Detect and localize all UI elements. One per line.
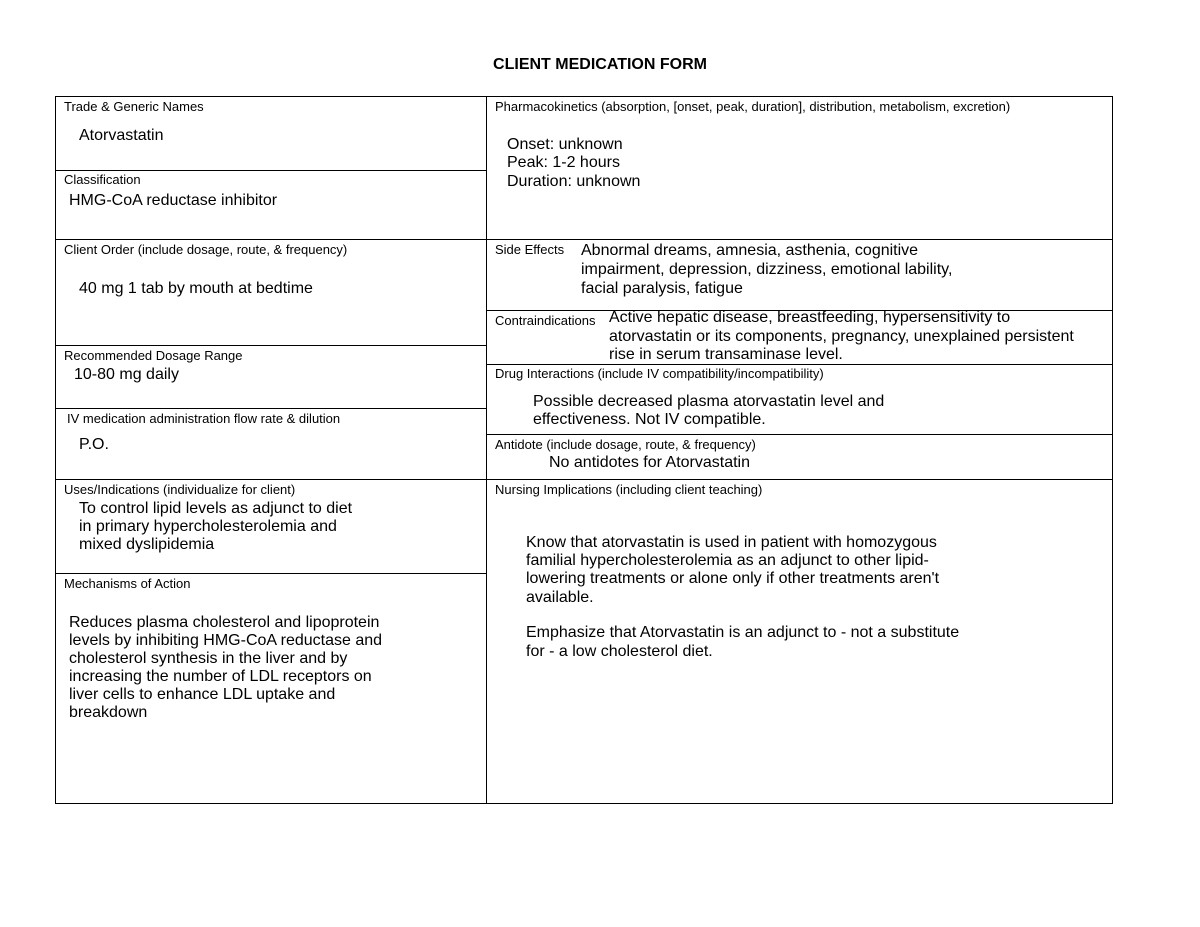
nursing-line: lowering treatments or alone only if other treatments aren't bbox=[526, 570, 940, 587]
mechanism-line: levels by inhibiting HMG-CoA reductase and bbox=[69, 632, 383, 649]
iv-admin-label: IV medication administration flow rate & dilution bbox=[67, 411, 341, 426]
contraindications-line: atorvastatin or its components, pregnancy, unexplained persistent bbox=[609, 328, 1074, 345]
interactions-label: Drug Interactions (include IV compatibility/incompatibility) bbox=[495, 366, 824, 381]
uses-line: To control lipid levels as adjunct to diet bbox=[79, 500, 353, 517]
iv-admin-value: P.O. bbox=[79, 436, 109, 453]
uses-line: in primary hypercholesterolemia and bbox=[79, 518, 337, 535]
divider bbox=[55, 479, 486, 480]
pharmacokinetics-line: Onset: unknown bbox=[507, 136, 623, 153]
trade-generic-value: Atorvastatin bbox=[79, 127, 164, 144]
contraindications-label: Contraindications bbox=[495, 313, 596, 328]
side-effects-line: Abnormal dreams, amnesia, asthenia, cognitive bbox=[581, 242, 919, 259]
divider bbox=[486, 364, 1113, 365]
divider bbox=[55, 573, 486, 574]
contraindications-line: Active hepatic disease, breastfeeding, hypersensitivity to bbox=[609, 309, 1011, 326]
classification-value: HMG-CoA reductase inhibitor bbox=[69, 192, 278, 209]
pharmacokinetics-label: Pharmacokinetics (absorption, [onset, peak, duration], distribution, metabolism, excretion) bbox=[495, 99, 1011, 114]
side-effects-line: impairment, depression, dizziness, emotional lability, bbox=[581, 261, 953, 278]
nursing-label: Nursing Implications (including client teaching) bbox=[495, 482, 763, 497]
side-effects-label: Side Effects bbox=[495, 242, 565, 257]
uses-label: Uses/Indications (individualize for client) bbox=[64, 482, 296, 497]
divider bbox=[55, 345, 486, 346]
interactions-line: effectiveness. Not IV compatible. bbox=[533, 411, 766, 428]
divider bbox=[486, 479, 1113, 480]
nursing-line: for - a low cholesterol diet. bbox=[526, 643, 713, 660]
client-order-value: 40 mg 1 tab by mouth at bedtime bbox=[79, 280, 313, 297]
mechanism-line: Reduces plasma cholesterol and lipoprotein bbox=[69, 614, 380, 631]
divider bbox=[486, 434, 1113, 435]
mechanism-label: Mechanisms of Action bbox=[64, 576, 191, 591]
divider bbox=[55, 239, 486, 240]
nursing-line: Emphasize that Atorvastatin is an adjunct to - not a substitute bbox=[526, 624, 960, 641]
nursing-line: familial hypercholesterolemia as an adjunct to other lipid- bbox=[526, 552, 929, 569]
mechanism-line: increasing the number of LDL receptors on bbox=[69, 668, 372, 685]
divider bbox=[55, 170, 486, 171]
divider bbox=[486, 239, 1113, 240]
nursing-line: Know that atorvastatin is used in patient with homozygous bbox=[526, 534, 937, 551]
trade-generic-label: Trade & Generic Names bbox=[64, 99, 204, 114]
interactions-line: Possible decreased plasma atorvastatin level and bbox=[533, 393, 885, 410]
contraindications-line: rise in serum transaminase level. bbox=[609, 346, 843, 363]
antidote-label: Antidote (include dosage, route, & frequency) bbox=[495, 437, 756, 452]
nursing-line: available. bbox=[526, 589, 594, 606]
side-effects-line: facial paralysis, fatigue bbox=[581, 280, 743, 297]
client-order-label: Client Order (include dosage, route, & frequency) bbox=[64, 242, 348, 257]
uses-line: mixed dyslipidemia bbox=[79, 536, 215, 553]
dosage-range-label: Recommended Dosage Range bbox=[64, 348, 243, 363]
antidote-value: No antidotes for Atorvastatin bbox=[549, 454, 750, 471]
mechanism-line: liver cells to enhance LDL uptake and bbox=[69, 686, 336, 703]
pharmacokinetics-line: Duration: unknown bbox=[507, 173, 641, 190]
divider bbox=[55, 408, 486, 409]
mechanism-line: breakdown bbox=[69, 704, 148, 721]
pharmacokinetics-line: Peak: 1-2 hours bbox=[507, 154, 620, 171]
classification-label: Classification bbox=[64, 172, 141, 187]
form-title: CLIENT MEDICATION FORM bbox=[493, 56, 707, 73]
mechanism-line: cholesterol synthesis in the liver and by bbox=[69, 650, 348, 667]
dosage-range-value: 10-80 mg daily bbox=[74, 366, 179, 383]
column-divider bbox=[486, 96, 487, 804]
